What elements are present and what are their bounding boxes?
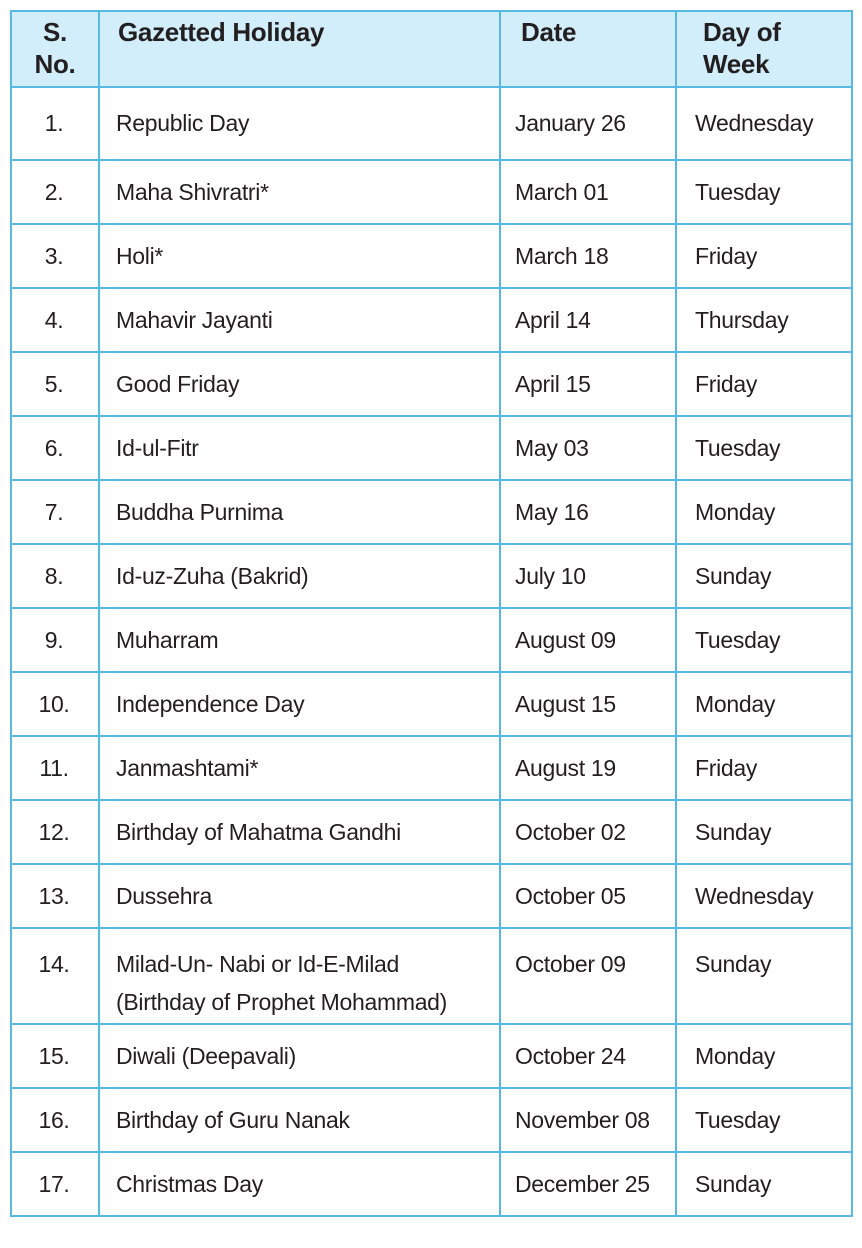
cell-sno: 16. bbox=[11, 1088, 99, 1152]
cell-sno: 11. bbox=[11, 736, 99, 800]
table-row bbox=[11, 87, 852, 160]
table-body bbox=[11, 87, 852, 1216]
cell-day: Thursday bbox=[676, 288, 852, 352]
cell-date: July 10 bbox=[500, 544, 676, 608]
header-date: Date bbox=[500, 11, 676, 87]
cell-date: April 14 bbox=[500, 288, 676, 352]
table-row bbox=[11, 288, 852, 352]
cell-holiday: Muharram bbox=[99, 608, 500, 672]
cell-day: Monday bbox=[676, 1024, 852, 1088]
cell-date: December 25 bbox=[500, 1152, 676, 1216]
cell-holiday: Republic Day bbox=[99, 87, 500, 160]
cell-date: October 09 bbox=[500, 928, 676, 1024]
header-row bbox=[11, 11, 852, 87]
table-row bbox=[11, 352, 852, 416]
cell-day: Wednesday bbox=[676, 87, 852, 160]
cell-sno: 9. bbox=[11, 608, 99, 672]
cell-date: January 26 bbox=[500, 87, 676, 160]
table-row bbox=[11, 480, 852, 544]
cell-day: Sunday bbox=[676, 800, 852, 864]
cell-holiday-line1: Milad-Un- Nabi or Id-E-Milad bbox=[116, 951, 400, 977]
cell-holiday: Id-uz-Zuha (Bakrid) bbox=[99, 544, 500, 608]
cell-sno: 10. bbox=[11, 672, 99, 736]
cell-day: Sunday bbox=[676, 1152, 852, 1216]
cell-sno: 8. bbox=[11, 544, 99, 608]
cell-sno: 7. bbox=[11, 480, 99, 544]
cell-sno: 1. bbox=[11, 87, 99, 160]
cell-sno: 17. bbox=[11, 1152, 99, 1216]
cell-date: May 16 bbox=[500, 480, 676, 544]
table-row bbox=[11, 1152, 852, 1216]
cell-day: Tuesday bbox=[676, 1088, 852, 1152]
holiday-table bbox=[10, 10, 853, 1217]
cell-sno: 13. bbox=[11, 864, 99, 928]
cell-holiday: Dussehra bbox=[99, 864, 500, 928]
table-row bbox=[11, 544, 852, 608]
table-row bbox=[11, 1024, 852, 1088]
cell-day: Wednesday bbox=[676, 864, 852, 928]
table-row bbox=[11, 864, 852, 928]
cell-date: August 19 bbox=[500, 736, 676, 800]
cell-sno: 12. bbox=[11, 800, 99, 864]
cell-holiday: Good Friday bbox=[99, 352, 500, 416]
cell-sno: 15. bbox=[11, 1024, 99, 1088]
table-row bbox=[11, 800, 852, 864]
table-row bbox=[11, 672, 852, 736]
cell-holiday-line2: (Birthday of Prophet Mohammad) bbox=[116, 989, 448, 1015]
table-row bbox=[11, 224, 852, 288]
table-row bbox=[11, 416, 852, 480]
cell-sno: 5. bbox=[11, 352, 99, 416]
header-sno bbox=[11, 11, 99, 87]
cell-day: Sunday bbox=[676, 544, 852, 608]
cell-date: March 18 bbox=[500, 224, 676, 288]
cell-date: May 03 bbox=[500, 416, 676, 480]
table-header bbox=[11, 11, 852, 87]
cell-date: April 15 bbox=[500, 352, 676, 416]
header-holiday: Gazetted Holiday bbox=[99, 11, 500, 87]
cell-date: August 09 bbox=[500, 608, 676, 672]
cell-day: Friday bbox=[676, 224, 852, 288]
header-day-line2: Week bbox=[703, 49, 770, 79]
table-row bbox=[11, 160, 852, 224]
cell-sno: 14. bbox=[11, 928, 99, 1024]
cell-day: Monday bbox=[676, 672, 852, 736]
header-day-line1: Day of bbox=[703, 17, 781, 47]
table-row bbox=[11, 608, 852, 672]
cell-day: Tuesday bbox=[676, 608, 852, 672]
cell-day: Monday bbox=[676, 480, 852, 544]
cell-holiday: Buddha Purnima bbox=[99, 480, 500, 544]
table-row bbox=[11, 928, 852, 1024]
cell-day: Friday bbox=[676, 352, 852, 416]
cell-date: October 02 bbox=[500, 800, 676, 864]
cell-holiday: Christmas Day bbox=[99, 1152, 500, 1216]
cell-holiday: Birthday of Guru Nanak bbox=[99, 1088, 500, 1152]
header-sno-line1: S. bbox=[43, 17, 67, 47]
table-row bbox=[11, 1088, 852, 1152]
cell-day: Friday bbox=[676, 736, 852, 800]
cell-date: November 08 bbox=[500, 1088, 676, 1152]
header-day-of-week bbox=[676, 11, 852, 87]
cell-date: March 01 bbox=[500, 160, 676, 224]
cell-sno: 4. bbox=[11, 288, 99, 352]
cell-holiday: Independence Day bbox=[99, 672, 500, 736]
cell-sno: 6. bbox=[11, 416, 99, 480]
cell-holiday: Birthday of Mahatma Gandhi bbox=[99, 800, 500, 864]
cell-holiday: Id-ul-Fitr bbox=[99, 416, 500, 480]
cell-holiday bbox=[99, 928, 500, 1024]
header-sno-line2: No. bbox=[34, 49, 76, 79]
table-row bbox=[11, 736, 852, 800]
cell-holiday: Janmashtami* bbox=[99, 736, 500, 800]
cell-holiday: Maha Shivratri* bbox=[99, 160, 500, 224]
cell-date: October 05 bbox=[500, 864, 676, 928]
cell-holiday: Mahavir Jayanti bbox=[99, 288, 500, 352]
cell-holiday: Holi* bbox=[99, 224, 500, 288]
cell-day: Tuesday bbox=[676, 160, 852, 224]
cell-day: Tuesday bbox=[676, 416, 852, 480]
cell-date: October 24 bbox=[500, 1024, 676, 1088]
cell-sno: 2. bbox=[11, 160, 99, 224]
cell-holiday: Diwali (Deepavali) bbox=[99, 1024, 500, 1088]
cell-date: August 15 bbox=[500, 672, 676, 736]
cell-sno: 3. bbox=[11, 224, 99, 288]
cell-day: Sunday bbox=[676, 928, 852, 1024]
